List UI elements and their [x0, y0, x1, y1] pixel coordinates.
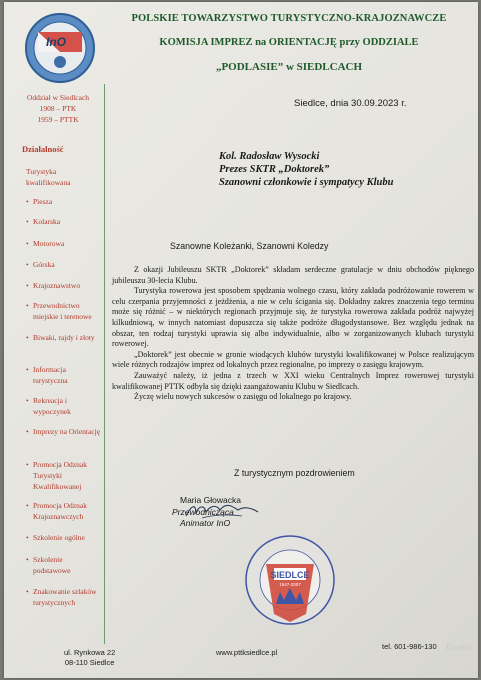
branch-line: Oddział w Siedlcach — [26, 93, 90, 102]
letter-date: Siedlce, dnia 30.09.2023 r. — [294, 98, 407, 109]
sidebar-item-label: Rekreacja i wypoczynek — [33, 396, 71, 416]
paragraph: Zauważyć należy, iż jedna z trzech w XXI wieku Centralnych Imprez rowerowej turystyki kwalifikowanej PTTK odbyła się dzięki zaangażowaniu Klubu w Siedlcach. — [112, 370, 474, 391]
letter-body — [112, 265, 474, 403]
bullet-icon: • — [26, 260, 29, 269]
bullet-icon: • — [26, 555, 29, 564]
sidebar-divider — [104, 84, 105, 644]
recipient-line: Szanowni członkowie i sympatycy Klubu — [219, 177, 394, 188]
sidebar-item-label: Informacja turystyczna — [33, 365, 68, 385]
sidebar-subtitle: Turystyka kwalifikowana — [26, 167, 71, 187]
bullet-icon: • — [26, 197, 29, 206]
sidebar-title: Działalność — [22, 144, 64, 154]
paragraph: Życzę wielu nowych sukcesów o zasięgu od lokalnego po krajowy. — [134, 392, 352, 402]
branch-line: 1959 – PTTK — [37, 115, 79, 124]
closing: Z turystycznym pozdrowieniem — [234, 468, 355, 478]
ino-logo-icon — [24, 12, 96, 84]
bullet-icon: • — [26, 301, 29, 310]
sidebar-item-label: Szkolenie podstawowe — [33, 555, 71, 575]
recipient-line: Prezes SKTR „Doktorek” — [219, 164, 330, 175]
bullet-icon: • — [26, 396, 29, 405]
bullet-icon: • — [26, 333, 29, 342]
bullet-icon: • — [26, 365, 29, 374]
branch-line: 1908 – PTK — [39, 104, 77, 113]
recipient-line: Kol. Radosław Wysocki — [219, 151, 320, 162]
sidebar-item-label: Biwaki, rajdy i złoty — [33, 333, 95, 342]
signature-icon — [182, 500, 262, 522]
paragraph: Z okazji Jubileuszu SKTR „Doktorek” składam serdeczne gratulacje w dniu obchodów pięknego jubileuszu 30-lecia Klubu. — [112, 265, 474, 285]
bullet-icon: • — [26, 281, 29, 290]
salutation: Szanowne Koleżanki, Szanowni Koledzy — [170, 241, 329, 251]
bullet-icon: • — [26, 587, 29, 596]
signer-role: Animator InO — [180, 518, 231, 528]
logo-text: InO — [46, 35, 66, 49]
sidebar-item-label: Motorowa — [33, 239, 65, 248]
bullet-icon: • — [26, 460, 29, 469]
sidebar-item-label: Promocja Odznak Turystyki Kwalifikowanej — [33, 460, 87, 491]
bullet-icon: • — [26, 217, 29, 226]
footer-phone: tel. 601-986-130 — [382, 642, 437, 651]
header-branch: „PODLASIE” w SIEDLCACH — [215, 61, 363, 73]
sidebar-item-label: Przewodnictwo miejskie i terenowe — [33, 301, 92, 321]
footer-address — [64, 648, 115, 668]
sidebar-item-label: Promocja Odznak Krajoznawczych — [33, 501, 87, 521]
bullet-icon: • — [26, 427, 29, 436]
branch-info — [18, 92, 98, 125]
paragraph: „Doktorek” jest obecnie w gronie wiodących klubów turystyki kwalifikowanej w Polsce realizującym wiele różnych rodzajów imprez od lokalnych przez regionalne, po imprezy o zasięgu krajowym. — [112, 349, 474, 370]
seal-years: 1547-2007 — [279, 582, 301, 587]
header-organization: POLSKIE TOWARZYSTWO TURYSTYCZNO-KRAJOZNAWCZE — [131, 13, 447, 24]
pttk-siedlce-seal-icon — [244, 534, 336, 626]
sidebar-item-label: Znakowanie szlaków turystycznych — [33, 587, 97, 607]
bullet-icon: • — [26, 533, 29, 542]
bullet-icon: • — [26, 239, 29, 248]
printmark: Esselte — [445, 642, 471, 652]
sidebar-item-label: Piesza — [33, 197, 53, 206]
signer-role: Przewodnicząca — [172, 506, 234, 517]
header-commission: KOMISJA IMPREZ na ORIENTACJĘ przy ODDZIALE — [159, 37, 419, 48]
footer-website: www.pttksiedlce.pl — [216, 648, 278, 657]
sidebar-item-label: Górska — [33, 260, 55, 269]
paragraph: Turystyka rowerowa jest sposobem spędzania wolnego czasu, który zakłada podróżowanie rowerem w celu czerpania przyjemności z jeżdżenia, a nie w celu ścigania się. Dokładny zakres znaczenia tego terminu może się różnić – w niektórych regionach przyjmuje się, że turystyka rowerowa zakłada podróż najwyżej kilkudniową, w innych natomiast dopuszcza się także podróże długodystansowe. Bez względu jednak na obszar, ten rodzaj turystyki uprawia się albo indywidualnie, albo w zorganizowanych klubach turystyki rowerowej. — [112, 286, 474, 349]
sidebar-item-label: Kolarska — [33, 217, 61, 226]
footer-postal: 08-110 Siedlce — [64, 658, 115, 667]
recipient-block — [219, 150, 393, 189]
sidebar-item-label: Szkolenie ogólne — [33, 533, 85, 542]
signer-name: Maria Głowacka — [180, 495, 241, 505]
bullet-icon: • — [26, 501, 29, 510]
footer-street: ul. Rynkowa 22 — [64, 648, 116, 657]
sidebar-item-label: Imprezy na Orientację — [33, 427, 101, 436]
seal-title: SIEDLCE — [270, 570, 310, 580]
letter-page — [4, 2, 478, 678]
sidebar-item-label: Krajoznawstwo — [33, 281, 81, 290]
